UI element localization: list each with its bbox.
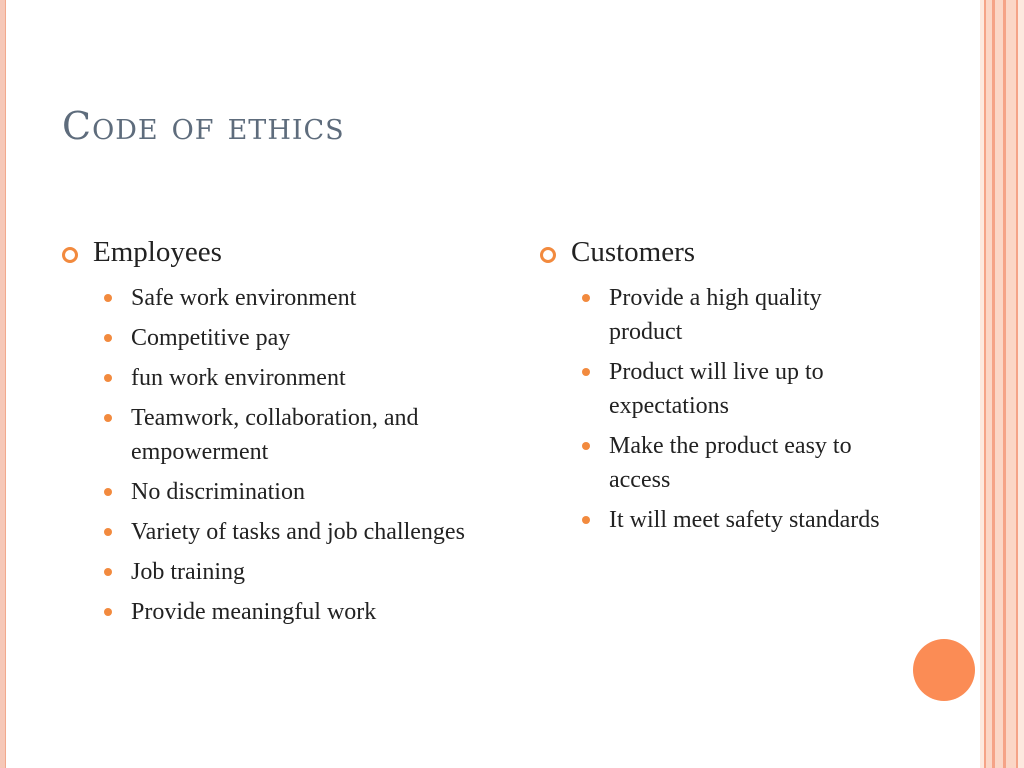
list-item-text: Provide meaningful work (131, 599, 377, 625)
column-heading: Customers (571, 236, 696, 268)
ring-bullet-icon (540, 247, 556, 263)
dot-bullet-icon (582, 442, 590, 450)
column-heading: Employees (93, 236, 222, 268)
list-item (582, 429, 880, 497)
list-item-text: fun work environment (131, 365, 346, 391)
list-item-text: Variety of tasks and job challenges (131, 519, 465, 545)
dot-bullet-icon (582, 516, 590, 524)
list-item (582, 281, 880, 349)
list-item (104, 321, 482, 355)
bullet-list (540, 281, 880, 537)
list-item (582, 503, 880, 537)
list-item (104, 515, 482, 549)
bullet-list (62, 281, 482, 629)
list-item (582, 355, 880, 423)
list-item (104, 555, 482, 589)
ring-bullet-icon (62, 247, 78, 263)
left-frame-line (5, 0, 6, 768)
list-item (104, 595, 482, 629)
list-item (104, 401, 482, 469)
right-stripe (1018, 0, 1024, 768)
list-item-text: Safe work environment (131, 285, 357, 311)
list-item (104, 281, 482, 315)
dot-bullet-icon (104, 568, 112, 576)
dot-bullet-icon (582, 368, 590, 376)
dot-bullet-icon (104, 414, 112, 422)
dot-bullet-icon (104, 608, 112, 616)
list-item-text: Make the product easy to access (609, 433, 852, 493)
list-item-text: Competitive pay (131, 325, 291, 351)
dot-bullet-icon (582, 294, 590, 302)
dot-bullet-icon (104, 488, 112, 496)
list-item (104, 475, 482, 509)
list-item-text: No discrimination (131, 479, 305, 505)
dot-bullet-icon (104, 334, 112, 342)
slide-title: Code of ethics (62, 104, 345, 148)
list-item-text: Provide a high quality product (609, 285, 822, 345)
right-stripe (995, 0, 1003, 768)
dot-bullet-icon (104, 294, 112, 302)
list-item-text: Product will live up to expectations (609, 359, 824, 419)
list-item-text: Job training (131, 559, 245, 585)
dot-bullet-icon (104, 528, 112, 536)
accent-circle (913, 639, 975, 701)
list-item-text: It will meet safety standards (609, 507, 880, 533)
column-heading-row (540, 236, 880, 269)
right-stripe (1006, 0, 1016, 768)
customers-column (540, 236, 880, 543)
list-item-text: Teamwork, collaboration, and empowerment (131, 405, 419, 465)
employees-column (62, 236, 482, 635)
column-heading-row (62, 236, 482, 269)
dot-bullet-icon (104, 374, 112, 382)
list-item (104, 361, 482, 395)
